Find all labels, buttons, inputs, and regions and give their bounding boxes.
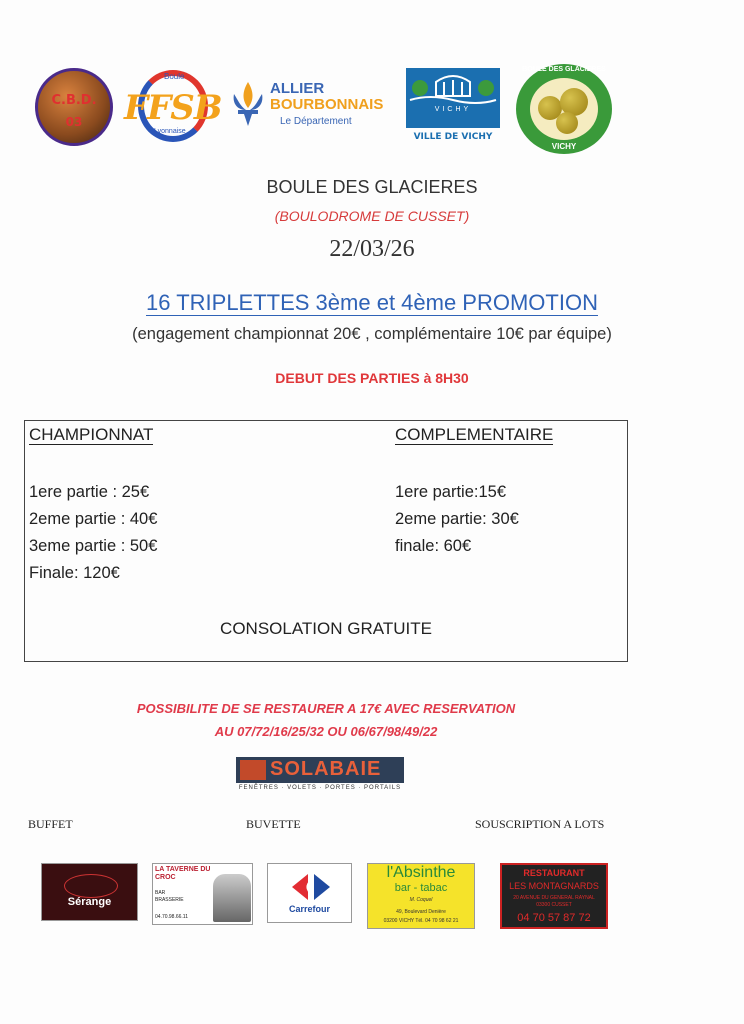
ffsb-logo	[124, 68, 222, 146]
list-item: 1ere partie : 25€	[29, 483, 150, 501]
engagement-info: (engagement championnat 20€ , complémentaire 10€ par équipe)	[132, 325, 612, 343]
vichy-logo	[404, 68, 502, 146]
complementaire-heading: COMPLEMENTAIRE	[395, 425, 554, 444]
allier-line3: Le Département	[280, 116, 352, 127]
ffsb-top-text: Boule	[164, 72, 185, 81]
taverne-figure-icon	[213, 874, 251, 922]
cbd-logo	[35, 68, 113, 146]
cbd-logo-text: C.B.D.	[51, 93, 97, 108]
vichy-label: VILLE DE VICHY	[413, 132, 493, 142]
ffsb-text: FFSB	[124, 88, 222, 128]
house-icon	[240, 760, 266, 780]
restauration-phone: AU 07/72/16/25/32 OU 06/67/98/49/22	[214, 724, 438, 739]
taverne-logo: LA TAVERNE DU CROC BAR BRASSERIE 04.70.98.66.11	[152, 863, 253, 925]
start-time: DEBUT DES PARTIES à 8H30	[275, 370, 469, 386]
ffsb-bottom-text: Lyonnaise	[154, 128, 186, 135]
serange-swirl-icon	[64, 874, 118, 898]
list-item: finale: 60€	[395, 537, 472, 555]
fleur-de-lis-icon	[230, 80, 266, 128]
page-title: BOULE DES GLACIERES	[266, 177, 478, 197]
allier-line1: ALLIER	[270, 80, 325, 97]
list-item: 1ere partie:15€	[395, 483, 506, 501]
montagnards-logo: RESTAURANT LES MONTAGNARDS 20 AVENUE DU GENERAL RAYNAL 03300 CUSSET 04 70 57 87 72	[500, 863, 608, 929]
restauration-line1: POSSIBILITE DE SE RESTAURER A 17€ AVEC RESERVATION	[136, 701, 516, 716]
list-item: 3eme partie : 50€	[29, 537, 158, 555]
prize-box	[24, 420, 628, 662]
souscription-label: SOUSCRIPTION A LOTS	[475, 817, 605, 831]
petanque-ball-icon	[556, 112, 578, 134]
championnat-list	[29, 479, 157, 587]
solabaie-name: SOLABAIE	[270, 758, 382, 780]
glacieres-logo	[516, 64, 612, 154]
list-item: 2eme partie: 30€	[395, 510, 519, 528]
vichy-inner-text: VICHY	[434, 106, 472, 113]
consolation-text: CONSOLATION GRATUITE	[220, 619, 432, 638]
event-title: 16 TRIPLETTES 3ème et 4ème PROMOTION	[146, 290, 598, 315]
list-item: Finale: 120€	[29, 564, 120, 582]
list-item: 2eme partie : 40€	[29, 510, 158, 528]
venue-subtitle: (BOULODROME DE CUSSET)	[274, 208, 470, 224]
carrefour-icon	[290, 872, 332, 902]
buvette-label: BUVETTE	[246, 817, 301, 831]
complementaire-list	[395, 479, 519, 560]
vichy-emblem	[406, 68, 500, 128]
event-date: 22/03/26	[329, 236, 415, 262]
glacieres-bottom-text: VICHY	[551, 142, 577, 151]
absinthe-logo: l'Absinthe bar - tabac M. Coquel 49, Boulevard Denière 03200 VICHY Tél. 04 70 98 62 21	[367, 863, 475, 929]
solabaie-logo	[236, 757, 404, 793]
buffet-label: BUFFET	[28, 817, 73, 831]
championnat-heading: CHAMPIONNAT	[29, 425, 154, 444]
carrefour-logo: Carrefour	[267, 863, 352, 923]
serange-logo: Sérange	[41, 863, 138, 921]
allier-line2: BOURBONNAIS	[270, 96, 384, 113]
solabaie-sub: FENÊTRES · VOLETS · PORTES · PORTAILS	[238, 785, 402, 791]
allier-logo	[228, 74, 398, 138]
cbd-logo-num: 03	[65, 115, 83, 129]
glacieres-top-text: BOULE DES GLACIERES	[522, 66, 606, 73]
vichy-building-icon	[406, 68, 500, 104]
